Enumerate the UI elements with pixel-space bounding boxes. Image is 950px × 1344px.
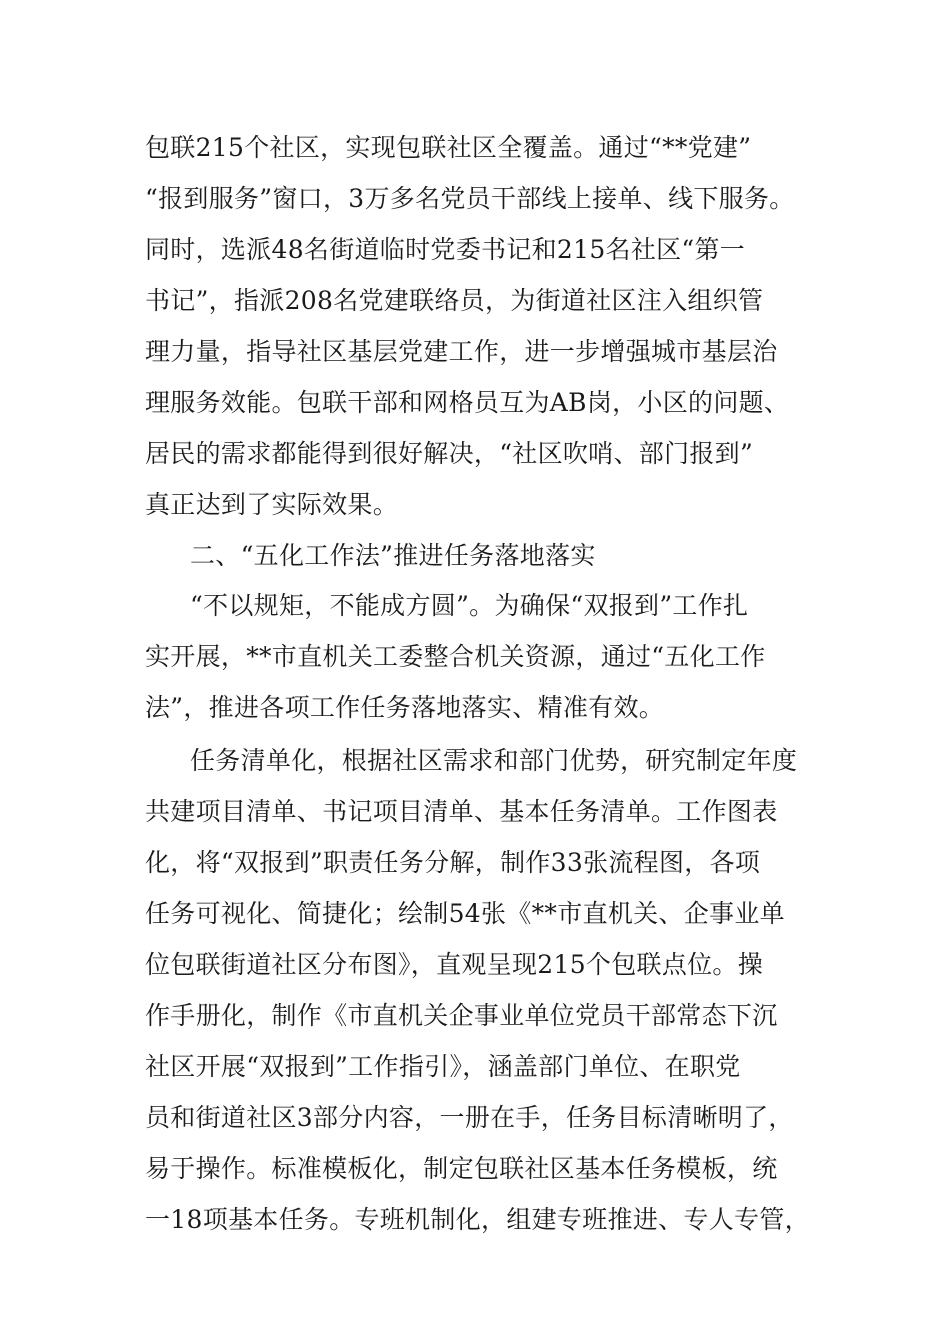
- text-line: 同时，选派48名街道临时党委书记和215名社区“第一: [145, 235, 746, 264]
- text-line: 化，将“双报到”职责任务分解，制作33张流程图，各项: [145, 848, 761, 877]
- text-line: 真正达到了实际效果。: [145, 490, 399, 519]
- text-line: 任务清单化，根据社区需求和部门优势，研究制定年度: [190, 746, 798, 775]
- text-line: 作手册化，制作《市直机关企事业单位党员干部常态下沉: [145, 1001, 778, 1030]
- text-line: 法”，推进各项工作任务落地落实、精准有效。: [145, 693, 665, 722]
- text-line: 书记”，指派208名党建联络员，为街道社区注入组织管: [145, 286, 764, 315]
- text-line: 实开展，**市直机关工委整合机关资源，通过“五化工作: [145, 642, 766, 671]
- text-line: 包联215个社区，实现包联社区全覆盖。通过“**党建”: [145, 133, 752, 162]
- text-line: 员和街道社区3部分内容，一册在手，任务目标清晰明了，: [145, 1103, 794, 1132]
- text-line: “报到服务”窗口，3万多名党员干部线上接单、线下服务。: [145, 184, 795, 213]
- text-line: “不以规矩，不能成方圆”。为确保“双报到”工作扎: [190, 591, 749, 620]
- text-line: 任务可视化、简捷化；绘制54张《**市直机关、企事业单: [145, 899, 785, 928]
- text-line: 理力量，指导社区基层党建工作，进一步增强城市基层治: [145, 337, 778, 366]
- section-heading: 二、“五化工作法”推进任务落地落实: [190, 541, 596, 570]
- text-line: 一18项基本任务。专班机制化，组建专班推进、专人专管，: [145, 1205, 810, 1234]
- text-line: 易于操作。标准模板化，制定包联社区基本任务模板，统: [145, 1154, 778, 1183]
- text-line: 社区开展“双报到”工作指引》，涵盖部门单位、在职党: [145, 1052, 741, 1081]
- text-line: 位包联街道社区分布图》，直观呈现215个包联点位。操: [145, 950, 764, 979]
- text-line: 共建项目清单、书记项目清单、基本任务清单。工作图表: [145, 797, 778, 826]
- text-line: 理服务效能。包联干部和网格员互为AB岗，小区的问题、: [145, 388, 790, 417]
- text-line: 居民的需求都能得到很好解决，“社区吹哨、部门报到”: [145, 439, 754, 468]
